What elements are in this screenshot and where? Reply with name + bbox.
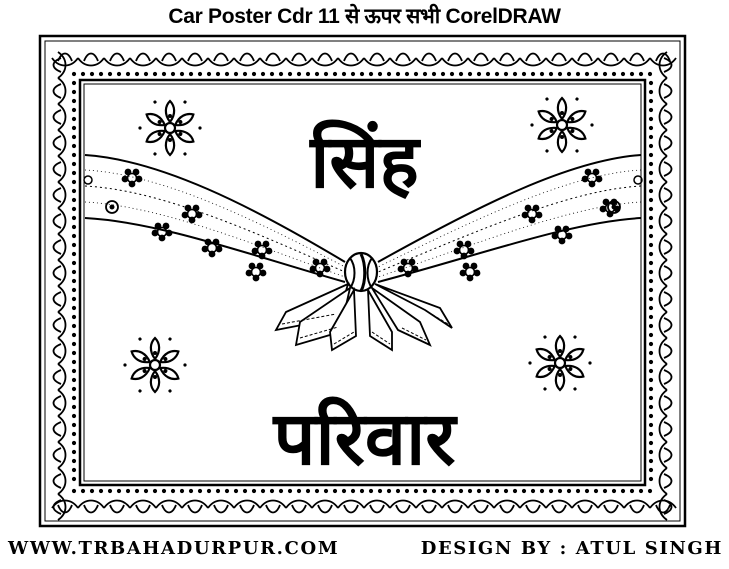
website-link[interactable]: WWW.TRBAHADURPUR.COM	[8, 538, 340, 559]
title-word: सिंह	[310, 119, 419, 205]
subtitle-word: परिवार	[273, 396, 456, 482]
designer-credit: DESIGN BY : ATUL SINGH	[420, 538, 723, 559]
page-title: Car Poster Cdr 11 से ऊपर सभी CorelDRAW	[168, 5, 561, 28]
lotus-flower-icon	[528, 335, 591, 391]
